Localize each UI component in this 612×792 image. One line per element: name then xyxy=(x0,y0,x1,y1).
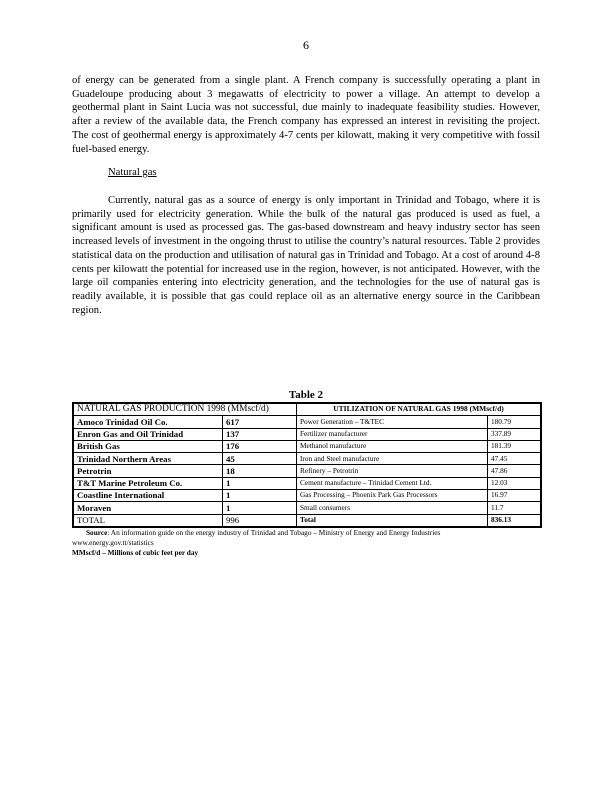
utilization-cell: 337.89 xyxy=(488,428,542,440)
use-cell: Iron and Steel manufacture xyxy=(297,453,488,465)
utilization-cell: 16.97 xyxy=(488,490,542,502)
natural-gas-paragraph: Currently, natural gas as a source of energy is only important in Trinidad and Tobago, where it is primarily used for electricity generation. While the bulk of the natural gas produced is used as fuel, a significant amount is used as processed gas. The gas-based downstream and heavy industry sector has seen increased levels of investment in the ongoing thrust to utilise the country’s natural resources. Table 2 provides statistical data on the production and utilisation of natural gas in Trinidad and Tobago. At a cost of around 4-8 cents per kilowatt the potential for increased use in the region, however, is not anticipated. However, with the large oil companies entering into electricity generation, and the technologies for the use of natural gas is readily available, it is possible that gas could replace oil as an alternative energy source in the Caribbean region. xyxy=(72,195,540,316)
table-row xyxy=(73,428,541,440)
use-cell: Fertilizer manufacturer xyxy=(297,428,488,440)
use-cell: Gas Processing – Phoenix Park Gas Processors xyxy=(297,490,488,502)
production-cell: 137 xyxy=(223,428,297,440)
total-label-cell: TOTAL xyxy=(73,514,223,527)
utilization-cell: 11.7 xyxy=(488,502,542,514)
use-cell: Power Generation – T&TEC xyxy=(297,416,488,428)
total-use-cell: Total xyxy=(297,514,488,527)
production-cell: 176 xyxy=(223,440,297,452)
source-label: Source xyxy=(86,528,108,537)
company-cell: Coastline International xyxy=(73,490,223,502)
utilization-cell: 12.03 xyxy=(488,477,542,489)
table-source-note xyxy=(72,528,542,559)
use-cell: Small consumers xyxy=(297,502,488,514)
table-row xyxy=(73,490,541,502)
table-row xyxy=(73,502,541,514)
natural-gas-table xyxy=(72,402,542,528)
table-row xyxy=(73,477,541,489)
use-cell: Refinery – Petrotrin xyxy=(297,465,488,477)
table-row xyxy=(73,440,541,452)
production-cell: 18 xyxy=(223,465,297,477)
production-cell: 1 xyxy=(223,490,297,502)
table-row xyxy=(73,453,541,465)
utilization-cell: 47.86 xyxy=(488,465,542,477)
page-number: 6 xyxy=(303,38,309,52)
source-line xyxy=(72,528,542,538)
source-text: : An information guide on the energy industry of Trinidad and Tobago – Ministry of Energy and Energy Industries xyxy=(107,528,441,537)
table-header-row xyxy=(73,403,541,416)
utilization-cell: 180.79 xyxy=(488,416,542,428)
source-url: www.energy.gov.tt/statistics xyxy=(72,538,154,548)
use-cell: Methanol manufacture xyxy=(297,440,488,452)
total-utilization-cell: 836.13 xyxy=(488,514,542,527)
section-heading-natural-gas: Natural gas xyxy=(108,167,157,178)
company-cell: Amoco Trinidad Oil Co. xyxy=(73,416,223,428)
table-title: Table 2 xyxy=(288,389,324,401)
table-total-row xyxy=(73,514,541,527)
production-cell: 1 xyxy=(223,477,297,489)
table-row xyxy=(73,416,541,428)
utilization-header: UTILIZATION OF NATURAL GAS 1998 (MMscf/d) xyxy=(297,403,542,416)
company-cell: British Gas xyxy=(73,440,223,452)
units-note: MMscf/d – Millions of cubic feet per day xyxy=(72,548,199,558)
production-cell: 45 xyxy=(223,453,297,465)
production-cell: 1 xyxy=(223,502,297,514)
use-cell: Cement manufacture – Trinidad Cement Ltd. xyxy=(297,477,488,489)
utilization-cell: 47.45 xyxy=(488,453,542,465)
table-row xyxy=(73,465,541,477)
company-cell: Enron Gas and Oil Trinidad xyxy=(73,428,223,440)
company-cell: Petrotrin xyxy=(73,465,223,477)
company-cell: T&T Marine Petroleum Co. xyxy=(73,477,223,489)
company-cell: Trinidad Northern Areas xyxy=(73,453,223,465)
geothermal-paragraph: of energy can be generated from a single plant. A French company is successfully operating a plant in Guadeloupe producing about 3 megawatts of electricity to power a village. An attempt to develop a geothermal plant in Saint Lucia was not successful, due mainly to inadequate feasibility studies. However, after a review of the available data, the French company has expressed an interest in revisiting the project. The cost of geothermal energy is approximately 4-7 cents per kilowatt, making it very competitive with fossil fuel-based energy. xyxy=(72,75,540,155)
production-header: NATURAL GAS PRODUCTION 1998 (MMscf/d) xyxy=(73,403,297,416)
total-production-cell: 996 xyxy=(223,514,297,527)
production-cell: 617 xyxy=(223,416,297,428)
company-cell: Moraven xyxy=(73,502,223,514)
utilization-cell: 181.39 xyxy=(488,440,542,452)
